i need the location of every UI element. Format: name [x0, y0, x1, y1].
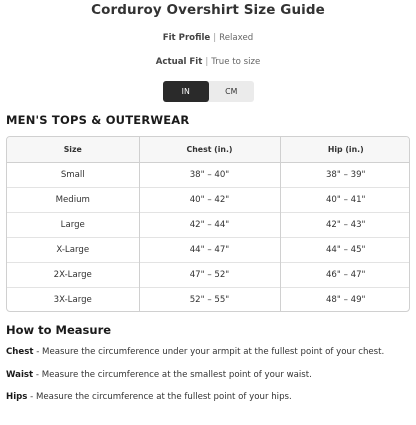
table-row — [7, 287, 410, 312]
cell-size: Medium — [7, 187, 139, 212]
measure-text: - Measure the circumference at the fullest point of your hips. — [27, 392, 292, 402]
cell-hip: 46" – 47" — [280, 262, 410, 287]
header-chest: Chest (in.) — [139, 137, 280, 162]
page-title: Corduroy Overshirt Size Guide — [91, 2, 325, 18]
table-row — [7, 237, 410, 262]
actual-fit-value: True to size — [211, 57, 261, 67]
fit-profile-separator: | — [213, 33, 217, 43]
measure-term: Hips — [6, 392, 28, 402]
cell-chest: 52" – 55" — [139, 287, 280, 312]
table-header-row — [7, 137, 410, 162]
measure-hips — [6, 392, 292, 402]
size-chart-table — [6, 136, 410, 312]
cell-size: 3X-Large — [7, 287, 139, 312]
section-title: MEN'S TOPS & OUTERWEAR — [6, 113, 190, 127]
cell-hip: 48" – 49" — [280, 287, 410, 312]
cell-hip: 40" – 41" — [280, 187, 410, 212]
unit-cm-button[interactable]: CM — [209, 81, 255, 102]
cell-hip: 42" – 43" — [280, 212, 410, 237]
measure-text: - Measure the circumference at the smallest point of your waist. — [33, 370, 312, 380]
cell-size: Large — [7, 212, 139, 237]
actual-fit-line — [0, 57, 416, 67]
cell-hip: 44" – 45" — [280, 237, 410, 262]
measure-waist — [6, 370, 312, 380]
cell-chest: 44" – 47" — [139, 237, 280, 262]
cell-chest: 38" – 40" — [139, 162, 280, 187]
actual-fit-separator: | — [205, 57, 209, 67]
cell-chest: 47" – 52" — [139, 262, 280, 287]
how-to-measure-title: How to Measure — [6, 323, 112, 337]
cell-size: 2X-Large — [7, 262, 139, 287]
size-chart-grid — [7, 137, 410, 312]
fit-profile-label: Fit Profile — [162, 33, 211, 43]
measure-term: Waist — [6, 370, 34, 380]
cell-chest: 42" – 44" — [139, 212, 280, 237]
table-row — [7, 262, 410, 287]
cell-hip: 38" – 39" — [280, 162, 410, 187]
table-row — [7, 212, 410, 237]
fit-profile-value: Relaxed — [219, 33, 254, 43]
actual-fit-label: Actual Fit — [155, 57, 203, 67]
header-hip: Hip (in.) — [280, 137, 410, 162]
measure-term: Chest — [6, 347, 34, 357]
measure-text: - Measure the circumference under your armpit at the fullest point of your chest. — [33, 347, 385, 357]
cell-chest: 40" – 42" — [139, 187, 280, 212]
unit-toggle — [163, 81, 254, 102]
fit-profile-line — [0, 33, 416, 43]
unit-in-button[interactable]: IN — [163, 81, 209, 102]
header-size: Size — [7, 137, 139, 162]
cell-size: X-Large — [7, 237, 139, 262]
table-row — [7, 187, 410, 212]
measure-chest — [6, 347, 384, 357]
table-row — [7, 162, 410, 187]
cell-size: Small — [60, 169, 85, 180]
